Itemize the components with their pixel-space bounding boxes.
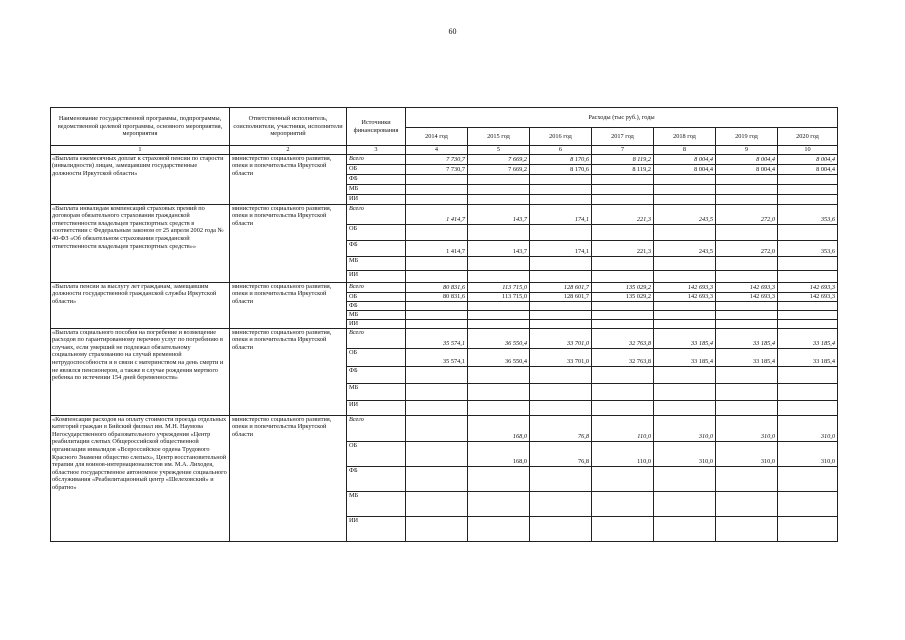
column-number: 8 <box>654 146 716 155</box>
amount-cell <box>468 466 530 491</box>
amount-cell <box>654 383 716 400</box>
amount-cell <box>406 256 468 270</box>
executor-cell: министерство социального развития, опеки и попечительства Иркутской области <box>230 328 347 415</box>
amount-cell <box>654 224 716 240</box>
amount-cell <box>716 301 778 310</box>
amount-cell <box>716 310 778 319</box>
amount-cell: 310,0 <box>716 441 778 466</box>
amount-cell <box>592 400 654 415</box>
amount-cell <box>468 194 530 204</box>
amount-cell <box>654 310 716 319</box>
amount-cell: 33 701,0 <box>530 328 592 348</box>
source-cell: ИИ <box>347 400 406 415</box>
amount-cell <box>468 366 530 383</box>
amount-cell <box>592 194 654 204</box>
source-cell: ОБ <box>347 441 406 466</box>
amount-cell <box>654 256 716 270</box>
amount-cell: 168,0 <box>468 415 530 441</box>
amount-cell <box>778 256 838 270</box>
amount-cell <box>716 256 778 270</box>
amount-cell <box>778 184 838 194</box>
amount-cell <box>406 270 468 282</box>
amount-cell: 32 763,8 <box>592 348 654 366</box>
table-row <box>51 415 838 441</box>
amount-cell: 272,0 <box>716 204 778 224</box>
amount-cell <box>406 224 468 240</box>
source-cell: Всего <box>347 204 406 224</box>
amount-cell: 142 693,3 <box>654 292 716 301</box>
table-row <box>51 154 838 164</box>
amount-cell <box>468 400 530 415</box>
amount-cell <box>716 466 778 491</box>
amount-cell <box>778 301 838 310</box>
amount-cell: 142 693,3 <box>716 282 778 292</box>
amount-cell <box>530 194 592 204</box>
amount-cell <box>592 224 654 240</box>
source-cell: ФБ <box>347 301 406 310</box>
source-cell: ОБ <box>347 348 406 366</box>
amount-cell <box>406 310 468 319</box>
header-year: 2018 год <box>654 128 716 146</box>
amount-cell <box>406 366 468 383</box>
column-number: 2 <box>230 146 347 155</box>
header-year: 2019 год <box>716 128 778 146</box>
amount-cell: 8 004,4 <box>654 154 716 164</box>
source-cell: ФБ <box>347 174 406 184</box>
amount-cell <box>716 194 778 204</box>
program-description: «Выплата ежемесячных доплат к страховой пенсии по старости (инвалидности) лицам, замещавшим государственные должности Иркутской области» <box>51 154 230 204</box>
amount-cell <box>406 184 468 194</box>
amount-cell <box>654 400 716 415</box>
amount-cell: 8 004,4 <box>654 164 716 174</box>
amount-cell <box>468 174 530 184</box>
amount-cell <box>530 256 592 270</box>
amount-cell: 310,0 <box>778 441 838 466</box>
column-number: 6 <box>530 146 592 155</box>
source-cell: ОБ <box>347 164 406 174</box>
table-row <box>51 204 838 224</box>
amount-cell <box>406 516 468 541</box>
amount-cell <box>778 194 838 204</box>
table-row <box>51 282 838 292</box>
amount-cell: 33 185,4 <box>716 328 778 348</box>
column-number: 3 <box>347 146 406 155</box>
column-number: 10 <box>778 146 838 155</box>
amount-cell <box>530 270 592 282</box>
amount-cell <box>468 270 530 282</box>
amount-cell <box>778 310 838 319</box>
amount-cell: 113 715,0 <box>468 282 530 292</box>
source-cell: МБ <box>347 383 406 400</box>
amount-cell: 33 185,4 <box>778 348 838 366</box>
amount-cell <box>530 491 592 516</box>
amount-cell <box>406 441 468 466</box>
header-year: 2014 год <box>406 128 468 146</box>
amount-cell: 8 170,6 <box>530 154 592 164</box>
amount-cell: 143,7 <box>468 240 530 256</box>
source-cell: ФБ <box>347 366 406 383</box>
budget-table <box>50 107 838 542</box>
amount-cell: 7 669,2 <box>468 154 530 164</box>
table-row <box>51 328 838 348</box>
amount-cell: 110,0 <box>592 415 654 441</box>
amount-cell: 7 669,2 <box>468 164 530 174</box>
amount-cell: 174,1 <box>530 240 592 256</box>
amount-cell <box>530 400 592 415</box>
header-source: Источники финансирования <box>347 108 406 146</box>
amount-cell <box>406 466 468 491</box>
amount-cell: 35 574,1 <box>406 348 468 366</box>
amount-cell <box>716 270 778 282</box>
program-description: «Компенсация расходов на оплату стоимости проезда отдельных категорий граждан в Бийский филиал им. М.Н. Наумова Негосударственного образовательного учреждения «Центр реабилитации слепых Общероссийской общественной организации инвалидов «Всероссийское ордена Трудового Красного Знамени общество слепых», Центр восстановительной терапии для воинов-интернационалистов им. М.А. Лиходея, областное государственное автономное учреждение социального обслуживания «Реабилитационный центр «Шелеховский» и обратно» <box>51 415 230 541</box>
amount-cell <box>654 194 716 204</box>
amount-cell <box>468 516 530 541</box>
amount-cell <box>778 383 838 400</box>
amount-cell <box>778 319 838 328</box>
source-cell: Всего <box>347 154 406 164</box>
source-cell: МБ <box>347 184 406 194</box>
amount-cell: 168,0 <box>468 441 530 466</box>
amount-cell <box>406 174 468 184</box>
amount-cell <box>468 256 530 270</box>
amount-cell: 35 574,1 <box>406 328 468 348</box>
amount-cell: 8 004,4 <box>778 164 838 174</box>
amount-cell <box>592 184 654 194</box>
program-description: «Выплата инвалидам компенсаций страховых премий по договорам обязательного страхования гражданской ответственности владельцев транспортных средств в соответствии с Федеральным законом от 25 апреля 2002 года № 40-ФЗ «Об обязательном страховании гражданской ответственности владельцев транспортных средств»» <box>51 204 230 282</box>
amount-cell <box>778 174 838 184</box>
amount-cell <box>592 466 654 491</box>
amount-cell <box>406 415 468 441</box>
amount-cell <box>530 516 592 541</box>
amount-cell <box>654 301 716 310</box>
amount-cell: 8 004,4 <box>778 154 838 164</box>
column-number: 9 <box>716 146 778 155</box>
amount-cell <box>654 491 716 516</box>
amount-cell <box>716 174 778 184</box>
amount-cell <box>654 184 716 194</box>
amount-cell: 243,5 <box>654 204 716 224</box>
source-cell: Всего <box>347 328 406 348</box>
amount-cell <box>592 270 654 282</box>
source-cell: ИИ <box>347 319 406 328</box>
source-cell: Всего <box>347 415 406 441</box>
amount-cell <box>406 319 468 328</box>
header-year: 2015 год <box>468 128 530 146</box>
source-cell: МБ <box>347 491 406 516</box>
amount-cell: 135 029,2 <box>592 292 654 301</box>
amount-cell <box>716 366 778 383</box>
amount-cell: 142 693,3 <box>778 282 838 292</box>
amount-cell: 353,6 <box>778 240 838 256</box>
amount-cell <box>592 310 654 319</box>
source-cell: ИИ <box>347 194 406 204</box>
amount-cell <box>716 319 778 328</box>
amount-cell <box>530 301 592 310</box>
amount-cell: 76,8 <box>530 415 592 441</box>
source-cell: ОБ <box>347 224 406 240</box>
amount-cell: 221,3 <box>592 240 654 256</box>
amount-cell <box>530 224 592 240</box>
header-expenses: Расходы (тыс руб.), годы <box>406 108 838 128</box>
amount-cell <box>530 366 592 383</box>
amount-cell: 142 693,3 <box>778 292 838 301</box>
amount-cell <box>778 270 838 282</box>
amount-cell <box>406 194 468 204</box>
amount-cell: 110,0 <box>592 441 654 466</box>
amount-cell <box>530 310 592 319</box>
amount-cell: 33 185,4 <box>654 348 716 366</box>
amount-cell: 128 601,7 <box>530 292 592 301</box>
source-cell: ОБ <box>347 292 406 301</box>
amount-cell: 310,0 <box>654 441 716 466</box>
amount-cell: 33 185,4 <box>716 348 778 366</box>
amount-cell <box>778 466 838 491</box>
amount-cell: 113 715,0 <box>468 292 530 301</box>
amount-cell: 76,8 <box>530 441 592 466</box>
amount-cell <box>468 319 530 328</box>
amount-cell <box>406 491 468 516</box>
column-number: 5 <box>468 146 530 155</box>
amount-cell <box>778 224 838 240</box>
header-year: 2017 год <box>592 128 654 146</box>
amount-cell <box>716 400 778 415</box>
amount-cell: 174,1 <box>530 204 592 224</box>
amount-cell: 128 601,7 <box>530 282 592 292</box>
page-number: 60 <box>448 27 457 36</box>
amount-cell <box>592 174 654 184</box>
amount-cell: 8 119,2 <box>592 164 654 174</box>
header-year: 2016 год <box>530 128 592 146</box>
amount-cell <box>468 491 530 516</box>
amount-cell: 135 029,2 <box>592 282 654 292</box>
source-cell: ИИ <box>347 516 406 541</box>
amount-cell <box>716 383 778 400</box>
amount-cell: 353,6 <box>778 204 838 224</box>
amount-cell: 142 693,3 <box>716 292 778 301</box>
program-description: «Выплата социального пособия на погребение и возмещение расходов по гарантированному перечню услуг по погребению в случаях, если умерший не подлежал обязательному социальному страхованию на случай временной нетрудоспособности и в связи с материнством на день смерти и не являлся пенсионером, а также в случае рождения мертвого ребенка по истечении 154 дней беременности» <box>51 328 230 415</box>
executor-cell: министерство социального развития, опеки и попечительства Иркутской области <box>230 154 347 204</box>
amount-cell <box>654 466 716 491</box>
amount-cell <box>654 366 716 383</box>
executor-cell: министерство социального развития, опеки и попечительства Иркутской области <box>230 282 347 328</box>
amount-cell: 8 170,6 <box>530 164 592 174</box>
amount-cell <box>778 491 838 516</box>
amount-cell: 36 550,4 <box>468 328 530 348</box>
amount-cell: 8 119,2 <box>592 154 654 164</box>
amount-cell: 80 831,6 <box>406 292 468 301</box>
amount-cell <box>468 184 530 194</box>
amount-cell <box>406 301 468 310</box>
amount-cell <box>468 224 530 240</box>
amount-cell <box>406 400 468 415</box>
amount-cell <box>592 516 654 541</box>
amount-cell: 7 730,7 <box>406 154 468 164</box>
amount-cell <box>530 184 592 194</box>
amount-cell: 142 693,3 <box>654 282 716 292</box>
executor-cell: министерство социального развития, опеки и попечительства Иркутской области <box>230 415 347 541</box>
amount-cell: 33 185,4 <box>778 328 838 348</box>
amount-cell: 33 185,4 <box>654 328 716 348</box>
column-number: 1 <box>51 146 230 155</box>
header-executor: Ответственный исполнитель, соисполнители, участники, исполнители мероприятий <box>230 108 347 146</box>
amount-cell <box>468 310 530 319</box>
source-cell: МБ <box>347 256 406 270</box>
amount-cell <box>406 383 468 400</box>
amount-cell <box>716 224 778 240</box>
amount-cell <box>654 270 716 282</box>
amount-cell: 36 550,4 <box>468 348 530 366</box>
source-cell: МБ <box>347 310 406 319</box>
amount-cell: 1 414,7 <box>406 204 468 224</box>
program-description: «Выплата пенсии за выслугу лет гражданам, замещавшим должности государственной гражданской службы Иркутской области» <box>51 282 230 328</box>
amount-cell <box>592 301 654 310</box>
amount-cell: 32 763,8 <box>592 328 654 348</box>
amount-cell <box>592 383 654 400</box>
source-cell: ФБ <box>347 466 406 491</box>
amount-cell <box>592 491 654 516</box>
amount-cell: 33 701,0 <box>530 348 592 366</box>
amount-cell <box>716 184 778 194</box>
amount-cell <box>778 516 838 541</box>
amount-cell: 272,0 <box>716 240 778 256</box>
executor-cell: министерство социального развития, опеки и попечительства Иркутской области <box>230 204 347 282</box>
amount-cell <box>778 400 838 415</box>
column-number: 4 <box>406 146 468 155</box>
amount-cell <box>530 174 592 184</box>
amount-cell: 221,3 <box>592 204 654 224</box>
amount-cell: 310,0 <box>716 415 778 441</box>
amount-cell <box>592 366 654 383</box>
amount-cell: 8 004,4 <box>716 154 778 164</box>
amount-cell: 1 414,7 <box>406 240 468 256</box>
source-cell: Всего <box>347 282 406 292</box>
amount-cell: 7 730,7 <box>406 164 468 174</box>
amount-cell <box>778 366 838 383</box>
amount-cell: 8 004,4 <box>716 164 778 174</box>
amount-cell: 310,0 <box>778 415 838 441</box>
column-number: 7 <box>592 146 654 155</box>
amount-cell <box>654 319 716 328</box>
source-cell: ИИ <box>347 270 406 282</box>
amount-cell <box>530 466 592 491</box>
source-cell: ФБ <box>347 240 406 256</box>
amount-cell <box>654 516 716 541</box>
amount-cell <box>592 256 654 270</box>
amount-cell <box>468 383 530 400</box>
header-program: Наименование государственной программы, подпрограммы, ведомственной целевой программы, основного мероприятия, мероприятия <box>51 108 230 146</box>
amount-cell: 243,5 <box>654 240 716 256</box>
header-year: 2020 год <box>778 128 838 146</box>
amount-cell <box>716 491 778 516</box>
amount-cell <box>530 383 592 400</box>
amount-cell <box>592 319 654 328</box>
amount-cell <box>468 301 530 310</box>
amount-cell: 310,0 <box>654 415 716 441</box>
amount-cell <box>530 319 592 328</box>
amount-cell: 143,7 <box>468 204 530 224</box>
amount-cell <box>716 516 778 541</box>
amount-cell: 80 831,6 <box>406 282 468 292</box>
amount-cell <box>654 174 716 184</box>
